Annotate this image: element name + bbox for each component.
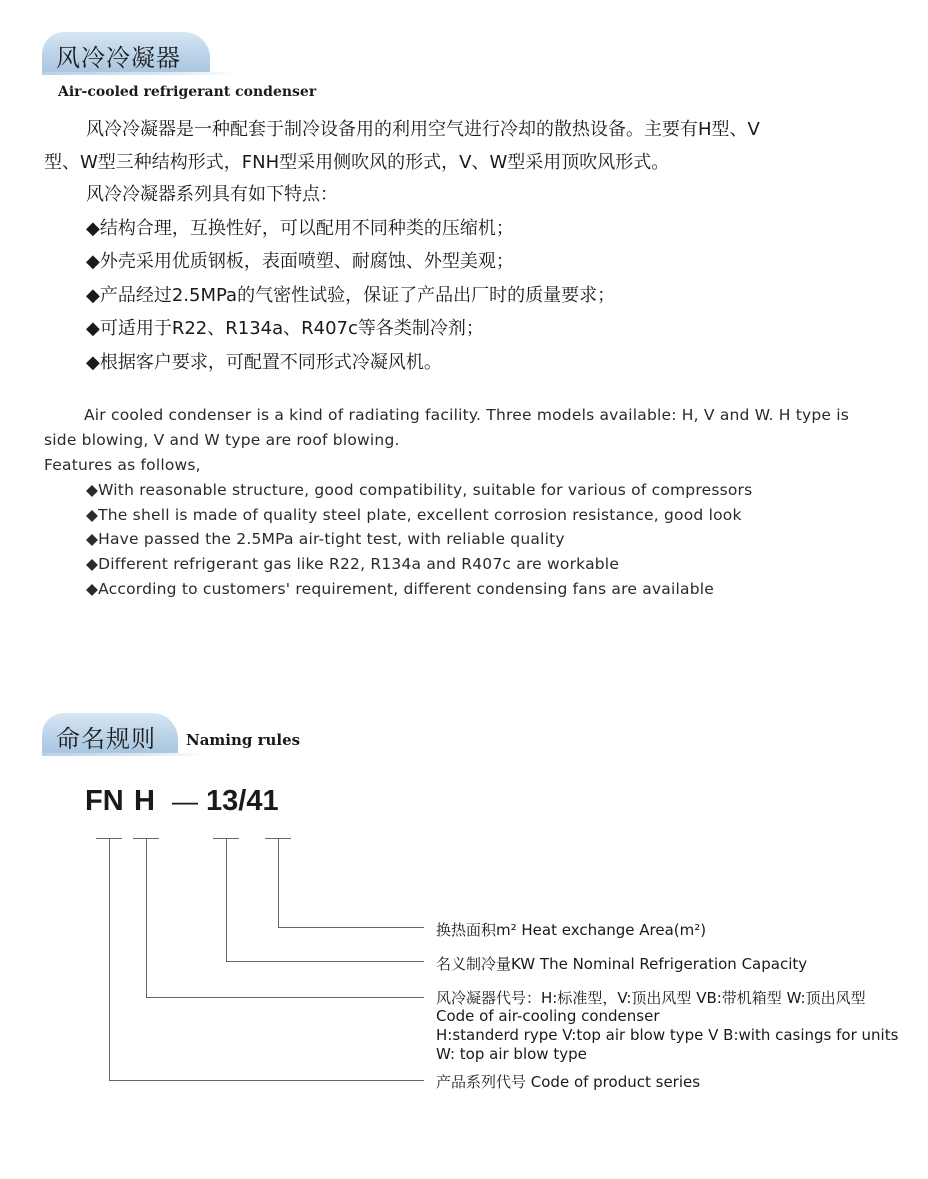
intro-zh-line1: 风冷冷凝器是一种配套于制冷设备用的利用空气进行冷却的散热设备。主要有H型、V <box>86 119 760 140</box>
feature-zh-2: ◆外壳采用优质钢板，表面喷塑、耐腐蚀、外型美观； <box>86 251 514 272</box>
features-heading-zh: 风冷冷凝器系列具有如下特点： <box>86 184 338 205</box>
label-condenser-code-en1: Code of air-cooling condenser <box>436 1007 660 1025</box>
feature-zh-5: ◆根据客户要求，可配置不同形式冷凝风机。 <box>86 352 442 373</box>
section-subtitle-naming: Naming rules <box>186 731 301 749</box>
connector-capacity-horizontal <box>226 961 424 962</box>
code-fn: FN <box>85 785 124 817</box>
feature-en-3: ◆Have passed the 2.5MPa air-tight test, with reliable quality <box>86 530 565 548</box>
section-title-condenser: 风冷冷凝器 <box>56 44 181 72</box>
code-dash: — <box>172 786 198 816</box>
feature-en-1: ◆With reasonable structure, good compatibility, suitable for various of compressors <box>86 481 753 499</box>
connector-code-vertical <box>146 838 147 998</box>
intro-en-line1: Air cooled condenser is a kind of radiating facility. Three models available: H, V and W. H type is <box>84 406 850 424</box>
intro-zh-line2: 型、W型三种结构形式，FNH型采用侧吹风的形式，V、W型采用顶吹风形式。 <box>44 152 670 173</box>
connector-capacity-vertical <box>226 838 227 962</box>
connector-series-vertical <box>109 838 110 1081</box>
code-number: 13/41 <box>206 785 279 817</box>
intro-en-line2: side blowing, V and W type are roof blowing. <box>44 431 400 449</box>
connector-area-horizontal <box>278 927 424 928</box>
label-refrigeration-capacity: 名义制冷量KW The Nominal Refrigeration Capacity <box>436 955 808 973</box>
label-product-series: 产品系列代号 Code of product series <box>436 1073 701 1091</box>
label-condenser-code-en2: H:standerd rype V:top air blow type V B:with casings for units <box>436 1026 899 1044</box>
section-tab-naming <box>42 713 178 753</box>
section-title-naming: 命名规则 <box>56 725 156 753</box>
feature-en-4: ◆Different refrigerant gas like R22, R134a and R407c are workable <box>86 555 620 573</box>
label-condenser-code-zh: 风冷凝器代号：H:标准型，V:顶出风型 VB:带机箱型 W:顶出风型 <box>436 989 866 1007</box>
feature-zh-3: ◆产品经过2.5MPa的气密性试验，保证了产品出厂时的质量要求； <box>86 285 616 306</box>
feature-en-2: ◆The shell is made of quality steel plate, excellent corrosion resistance, good look <box>86 506 742 524</box>
label-condenser-code-en3: W: top air blow type <box>436 1045 587 1063</box>
section-subtitle-condenser: Air-cooled refrigerant condenser <box>58 84 317 100</box>
features-heading-en: Features as follows, <box>44 456 201 474</box>
connector-code-horizontal <box>146 997 424 998</box>
section-tab-condenser <box>42 32 210 72</box>
label-heat-exchange-area: 换热面积m² Heat exchange Area(m²) <box>436 921 707 939</box>
feature-en-5: ◆According to customers' requirement, different condensing fans are available <box>86 580 714 598</box>
feature-zh-4: ◆可适用于R22、R134a、R407c等各类制冷剂； <box>86 318 484 339</box>
code-h: H <box>134 785 155 817</box>
connector-series-horizontal <box>109 1080 424 1081</box>
feature-zh-1: ◆结构合理，互换性好，可以配用不同种类的压缩机； <box>86 218 514 239</box>
connector-area-vertical <box>278 838 279 928</box>
